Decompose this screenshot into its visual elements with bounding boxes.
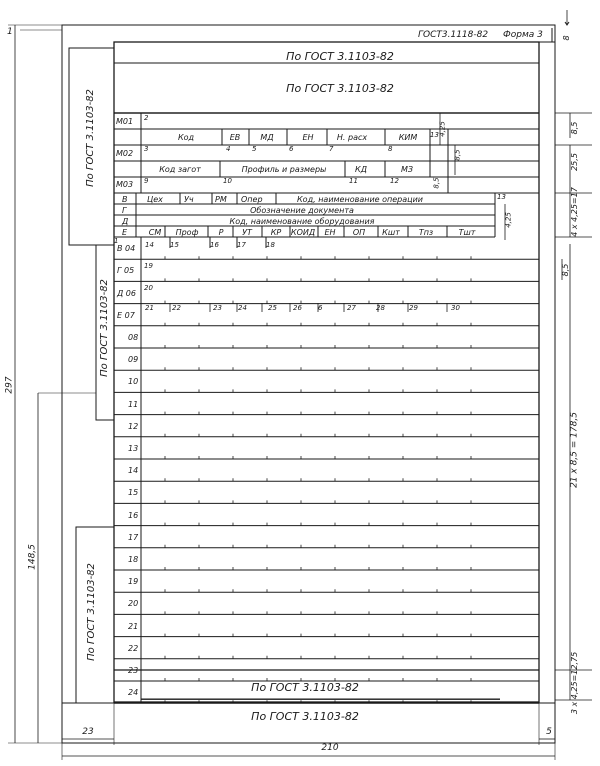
row-code: 10 <box>128 377 139 387</box>
field-num-4: 4 <box>226 145 231 153</box>
field-num-3: 3 <box>144 145 149 153</box>
col-kod-oborudovaniya: Код, наименование оборудования <box>229 217 375 226</box>
field-num-13b: 13 <box>497 193 506 201</box>
field-num-26: 26 <box>293 304 302 312</box>
dim-148-5: 148,5 <box>27 544 38 570</box>
row-code: 14 <box>128 466 139 476</box>
row-code: 11 <box>128 399 139 409</box>
field-num-17: 17 <box>237 241 246 249</box>
col-sm: СМ <box>148 228 162 237</box>
field-num-8: 8 <box>388 145 393 153</box>
corner-mark: 1 <box>7 27 13 37</box>
field-num-20: 20 <box>144 284 153 292</box>
col-rm: РМ <box>215 195 227 204</box>
stamp-left-upper: По ГОСТ 3.1103-82 <box>85 89 96 187</box>
col-ksht: Кшт <box>382 228 400 237</box>
col-ceh: Цех <box>147 195 163 204</box>
field-num-9: 9 <box>144 177 149 185</box>
col-ut: УТ <box>242 228 252 237</box>
col-kd: КД <box>355 165 367 174</box>
field-num-12: 12 <box>390 177 399 185</box>
dim-297: 297 <box>4 376 15 394</box>
field-num-6: 6 <box>318 304 323 312</box>
col-tsht: Тшт <box>458 228 476 237</box>
row-code: 09 <box>128 355 139 365</box>
row-code-m03: М03 <box>116 180 134 189</box>
field-num-10: 10 <box>223 177 232 185</box>
col-kr: КР <box>270 228 282 237</box>
dim-4-25-b: 4,25 <box>504 212 513 228</box>
row-code: 23 <box>128 666 139 675</box>
dim-4-25-a: 4,25 <box>438 121 447 137</box>
row-code: Е 07 <box>117 310 135 320</box>
col-prof: Проф <box>175 228 199 237</box>
col-kim: КИМ <box>398 133 418 142</box>
row-code-m01: М01 <box>116 117 134 126</box>
service-code-e: Е <box>122 228 128 237</box>
row-code: 22 <box>128 643 139 653</box>
field-num-2: 2 <box>144 114 149 122</box>
field-num-18: 18 <box>266 241 275 249</box>
col-kod: Код <box>177 133 195 142</box>
col-ev: ЕВ <box>229 133 241 142</box>
row-code: 24 <box>128 688 139 698</box>
field-num-27: 27 <box>347 304 356 312</box>
row-code: 16 <box>128 510 139 520</box>
field-num-13a: 13 <box>430 131 439 139</box>
col-profil: Профиль и размеры <box>241 165 327 174</box>
dim-5: 5 <box>546 727 552 737</box>
row-code: 21 <box>128 621 139 631</box>
standard-number: ГОСТ3.1118-82 <box>418 30 489 40</box>
col-mz: МЗ <box>400 165 414 174</box>
field-num-6: 6 <box>289 145 294 153</box>
col-en: ЕН <box>302 133 314 142</box>
col-en-e: ЕН <box>324 228 336 237</box>
row-code: 19 <box>128 577 139 587</box>
field-num-15: 15 <box>170 241 179 249</box>
col-tpz: Тпз <box>418 228 434 237</box>
row-code: Д 06 <box>117 288 136 298</box>
dim-8-5-m3: 8,5 <box>432 177 441 189</box>
row-code: 13 <box>128 444 139 453</box>
dim-25-5: 25,5 <box>570 153 579 171</box>
field-num-30: 30 <box>451 304 460 312</box>
col-r: Р <box>218 228 224 237</box>
field-num-11: 11 <box>349 177 358 185</box>
stamp-title-block: По ГОСТ 3.1103-82 <box>286 82 394 95</box>
field-num-24: 24 <box>238 304 247 312</box>
form-number: Форма 3 <box>503 30 543 40</box>
dim-21x8-5: 21 х 8,5 = 178,5 <box>569 412 580 488</box>
dim-top-8: 8 <box>562 35 571 41</box>
field-num-21: 21 <box>145 304 154 312</box>
field-num-28: 28 <box>376 304 385 312</box>
field-num-29: 29 <box>409 304 418 312</box>
field-num-25: 25 <box>268 304 277 312</box>
dim-210: 210 <box>321 743 339 753</box>
service-code-d: Д <box>122 217 129 226</box>
col-n-rash: Н. расх <box>336 133 368 142</box>
col-oboznachenie: Обозначение документа <box>250 206 354 215</box>
stamp-left-lower: По ГОСТ 3.1103-82 <box>86 563 97 661</box>
col-oper: Опер <box>241 195 263 204</box>
col-koid: КОИД <box>290 228 316 237</box>
field-num-23: 23 <box>213 304 222 312</box>
field-num-7: 7 <box>329 145 334 153</box>
dim-8-5-top: 8,5 <box>570 121 579 135</box>
first-mark: 1 <box>114 237 119 245</box>
col-uch: Уч <box>184 195 194 204</box>
col-kod-operacii: Код, наименование операции <box>297 195 423 204</box>
stamp-left-middle: По ГОСТ 3.1103-82 <box>99 279 110 377</box>
service-code-g: Г <box>122 206 127 215</box>
field-num-5: 5 <box>252 145 257 153</box>
row-code: 12 <box>128 421 139 431</box>
dim-8-5-m: 8,5 <box>453 149 462 161</box>
field-num-14: 14 <box>145 241 154 249</box>
row-code: 15 <box>128 488 139 498</box>
dim-4x4-25: 4 х 4,25=17 <box>570 187 579 237</box>
row-code: 17 <box>128 532 139 542</box>
col-kod-zagot: Код загот <box>159 165 201 174</box>
row-code: 18 <box>128 555 139 564</box>
row-code: В 04 <box>117 244 136 254</box>
row-code-m02: М02 <box>116 149 134 158</box>
stamp-top-line: По ГОСТ 3.1103-82 <box>286 50 394 63</box>
dim-8-5-b: 8,5 <box>561 263 570 277</box>
row-code: Г 05 <box>117 266 135 276</box>
row-code: 20 <box>128 599 139 609</box>
stamp-bottom-line: По ГОСТ 3.1103-82 <box>251 710 359 723</box>
service-code-v: В <box>122 195 128 204</box>
stamp-bottom-block: По ГОСТ 3.1103-82 <box>251 681 359 694</box>
col-op: ОП <box>352 228 366 237</box>
dim-bottom-12-75: 3 х 4,25=12,75 <box>570 651 579 715</box>
dim-23: 23 <box>82 727 94 737</box>
field-num-16: 16 <box>210 241 219 249</box>
col-md: МД <box>260 133 274 142</box>
row-code: 08 <box>128 333 139 342</box>
field-num-19: 19 <box>144 262 153 270</box>
field-num-22: 22 <box>172 304 181 312</box>
